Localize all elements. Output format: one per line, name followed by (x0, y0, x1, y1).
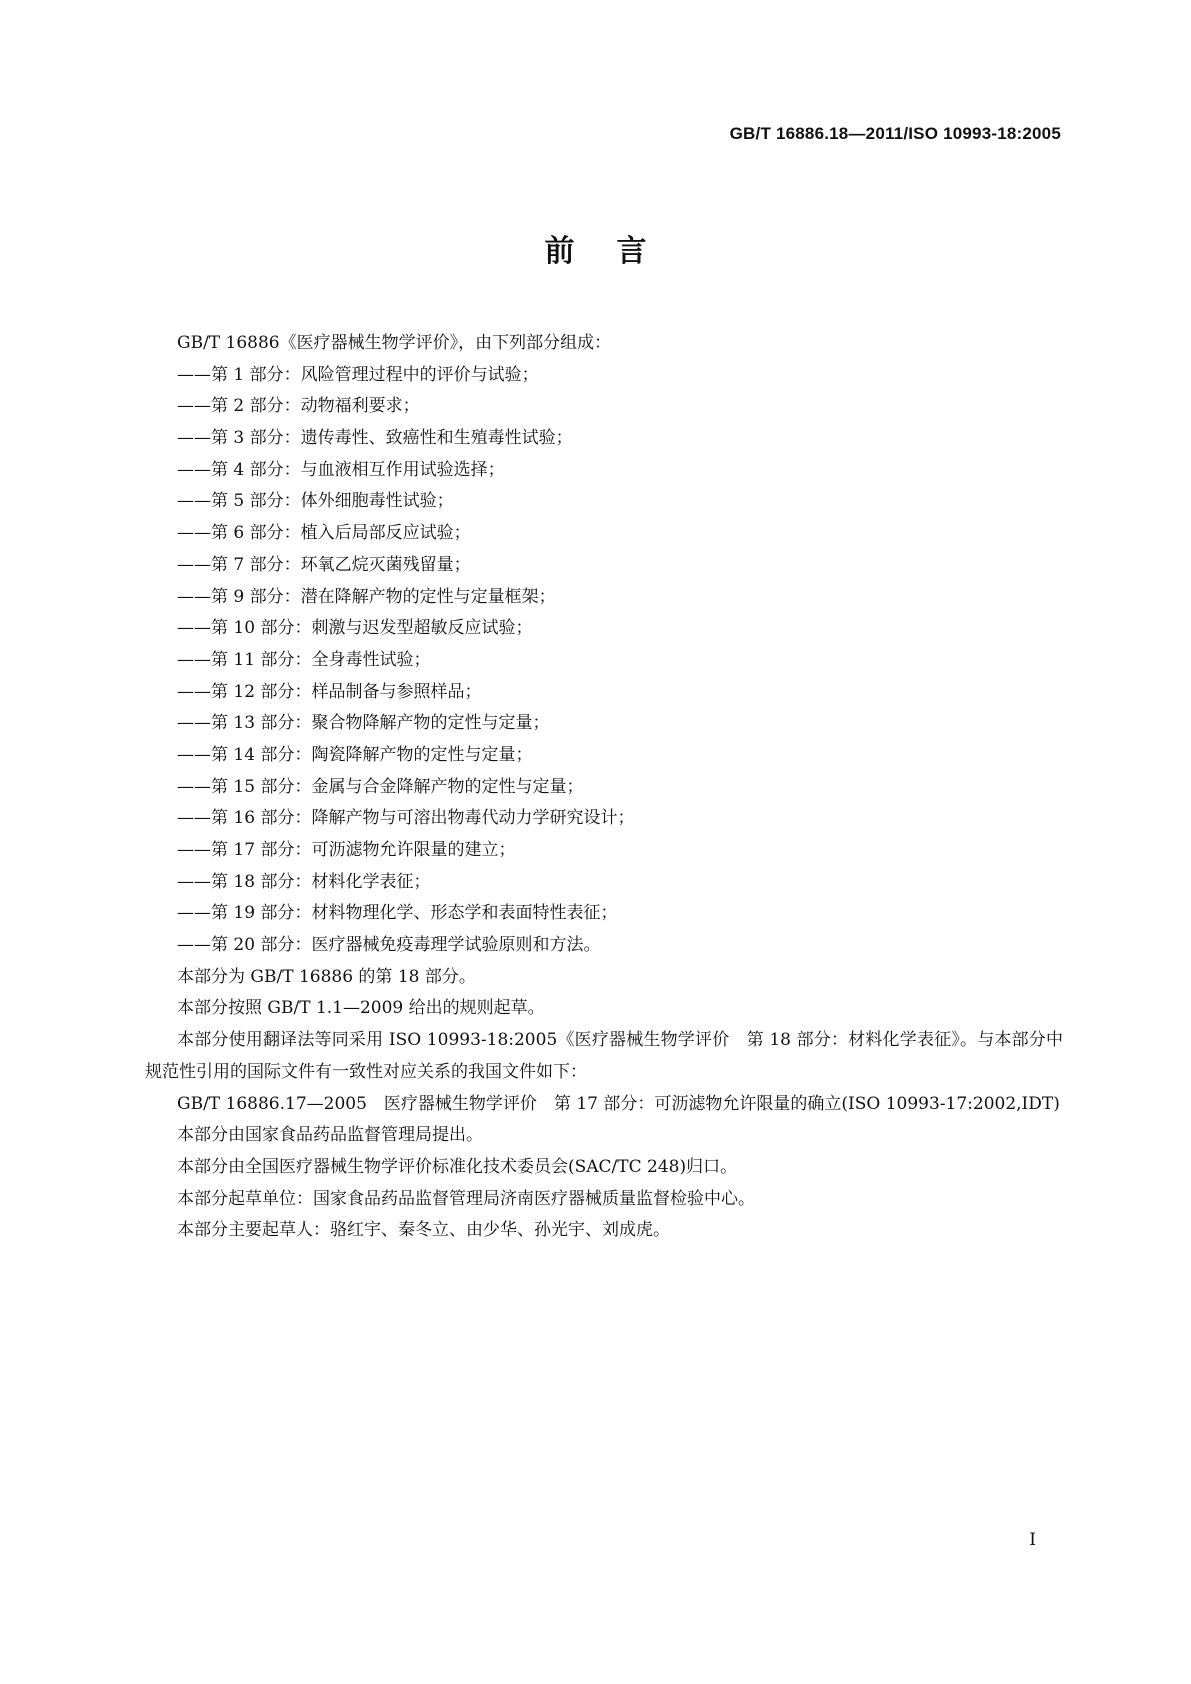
foreword-body (145, 328, 1063, 1247)
parts-list (145, 360, 1063, 962)
standard-number-header: GB/T 16886.18—2011/ISO 10993-18:2005 (729, 124, 1061, 143)
list-item: ——第 4 部分：与血液相互作用试验选择； (177, 459, 505, 480)
list-item: ——第 7 部分：环氧乙烷灭菌残留量； (177, 554, 471, 575)
list-item: ——第 14 部分：陶瓷降解产物的定性与定量； (177, 744, 533, 765)
list-item: ——第 9 部分：潜在降解产物的定性与定量框架； (177, 586, 556, 607)
list-item: ——第 16 部分：降解产物与可溶出物毒代动力学研究设计； (177, 808, 635, 829)
paragraph-part-statement: 本部分为 GB/T 16886 的第 18 部分。 (177, 966, 476, 987)
list-item: ——第 6 部分：植入后局部反应试验； (177, 523, 471, 544)
list-item: ——第 13 部分：聚合物降解产物的定性与定量； (177, 713, 550, 734)
list-item: ——第 2 部分：动物福利要求； (177, 396, 420, 417)
paragraph-proposer: 本部分由国家食品药品监督管理局提出。 (177, 1125, 483, 1146)
list-item: ——第 11 部分：全身毒性试验； (177, 649, 431, 670)
list-item: ——第 5 部分：体外细胞毒性试验； (177, 491, 454, 512)
list-item: ——第 1 部分：风险管理过程中的评价与试验； (177, 364, 539, 385)
list-item: ——第 19 部分：材料物理化学、形态学和表面特性表征； (177, 903, 618, 924)
paragraph-committee: 本部分由全国医疗器械生物学评价标准化技术委员会(SAC/TC 248)归口。 (177, 1156, 738, 1177)
list-item: ——第 18 部分：材料化学表征； (177, 871, 431, 892)
list-item: ——第 3 部分：遗传毒性、致癌性和生殖毒性试验； (177, 428, 573, 449)
paragraph-drafting-rules: 本部分按照 GB/T 1.1—2009 给出的规则起草。 (177, 998, 545, 1019)
list-item: ——第 12 部分：样品制备与参照样品； (177, 681, 482, 702)
intro-line: GB/T 16886《医疗器械生物学评价》，由下列部分组成： (177, 333, 612, 353)
list-item: ——第 20 部分：医疗器械免疫毒理学试验原则和方法。 (177, 935, 601, 956)
list-item: ——第 15 部分：金属与合金降解产物的定性与定量； (177, 776, 584, 797)
page-number: I (1029, 1530, 1036, 1550)
page-title: 前言 (544, 234, 689, 269)
paragraph-adoption: 本部分使用翻译法等同采用 ISO 10993-18:2005《医疗器械生物学评价 第 18 部分：材料化学表征》。与本部分中规范性引用的国际文件有一致性对应关系的我国文件如下： (145, 1030, 1063, 1082)
paragraph-reference-document: GB/T 16886.17—2005 医疗器械生物学评价 第 17 部分：可沥滤物允许限量的确立(ISO 10993-17:2002,IDT) (177, 1093, 1060, 1114)
paragraph-drafting-unit: 本部分起草单位：国家食品药品监督管理局济南医疗器械质量监督检验中心。 (177, 1188, 755, 1209)
paragraph-drafters: 本部分主要起草人：骆红宇、秦冬立、由少华、孙光宇、刘成虎。 (177, 1220, 670, 1241)
list-item: ——第 10 部分：刺激与迟发型超敏反应试验； (177, 618, 533, 639)
list-item: ——第 17 部分：可沥滤物允许限量的建立； (177, 840, 516, 860)
